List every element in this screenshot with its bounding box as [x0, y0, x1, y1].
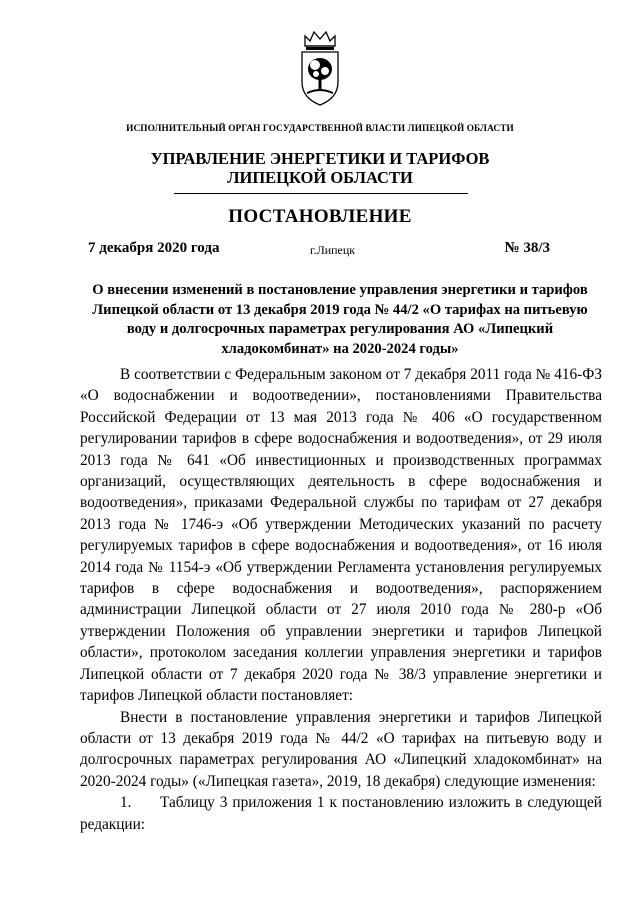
document-type: ПОСТАНОВЛЕНИЕ	[228, 206, 412, 227]
document-body	[80, 364, 602, 835]
department-name	[0, 149, 640, 187]
document-number: № 38/3	[504, 240, 550, 256]
department-line-1: УПРАВЛЕНИЕ ЭНЕРГЕТИКИ И ТАРИФОВ	[150, 149, 490, 168]
document-date: 7 декабря 2020 года	[88, 240, 220, 256]
document-title: О внесении изменений в постановление управления энергетики и тарифов Липецкой области от 13 декабря 2019 года № 44/2 «О тарифах на питьевую воду и долгосрочных параметрах регулирования АО «Липецкий хладокомбинат» на 2020-2024 годы»	[92, 282, 588, 357]
body-paragraph-1: В соответствии с Федеральным законом от 7 декабря 2011 года № 416-ФЗ «О водоснабжении и водоотведении», постановлениями Правительства Российской Федерации от 13 мая 2013 года № 406 «О государственном регулировании тарифов в сфере водоснабжения и водоотведения», от 29 июля 2013 года № 641 «Об инвестиционных и производственных программах организаций, осуществляющих деятельность в сфере водоснабжения и водоотведения», приказами Федеральной службы по тарифам от 27 декабря 2013 года № 1746-э «Об утверждении Методических указаний по расчету регулируемых тарифов в сфере водоснабжения и водоотведения», от 16 июля 2014 года № 1154-э «Об утверждении Регламента установления регулируемых тарифов в сфере водоснабжения и водоотведения», распоряжением администрации Липецкой области от 27 июля 2010 года № 280-р «Об утверждении Положения об управлении энергетики и тарифов Липецкой области», протоколом заседания коллегии управления энергетики и тарифов Липецкой области от 7 декабря 2020 года № 38/3 управление энергетики и тарифов Липецкой области постановляет:	[80, 366, 602, 705]
list-item	[80, 792, 602, 835]
coat-of-arms-emblem	[297, 28, 343, 108]
body-paragraph-2: Внести в постановление управления энергетики и тарифов Липецкой области от 13 декабря 2019 года № 44/2 «О тарифах на питьевую воду и долгосрочных параметрах регулирования АО «Липецкий хладокомбинат» на 2020-2024 годы» («Липецкая газета», 2019, 18 декабря) следующие изменения:	[80, 708, 602, 790]
list-item-number: 1.	[120, 794, 132, 812]
org-name: ИСПОЛНИТЕЛЬНЫЙ ОРГАН ГОСУДАРСТВЕННОЙ ВЛАСТИ ЛИПЕЦКОЙ ОБЛАСТИ	[126, 124, 514, 134]
header-divider	[174, 193, 468, 194]
list-item-text: Таблицу 3 приложения 1 к постановлению изложить в следующей редакции:	[80, 794, 602, 833]
document-city: г.Липецк	[310, 243, 356, 257]
department-line-2: ЛИПЕЦКОЙ ОБЛАСТИ	[227, 168, 413, 187]
